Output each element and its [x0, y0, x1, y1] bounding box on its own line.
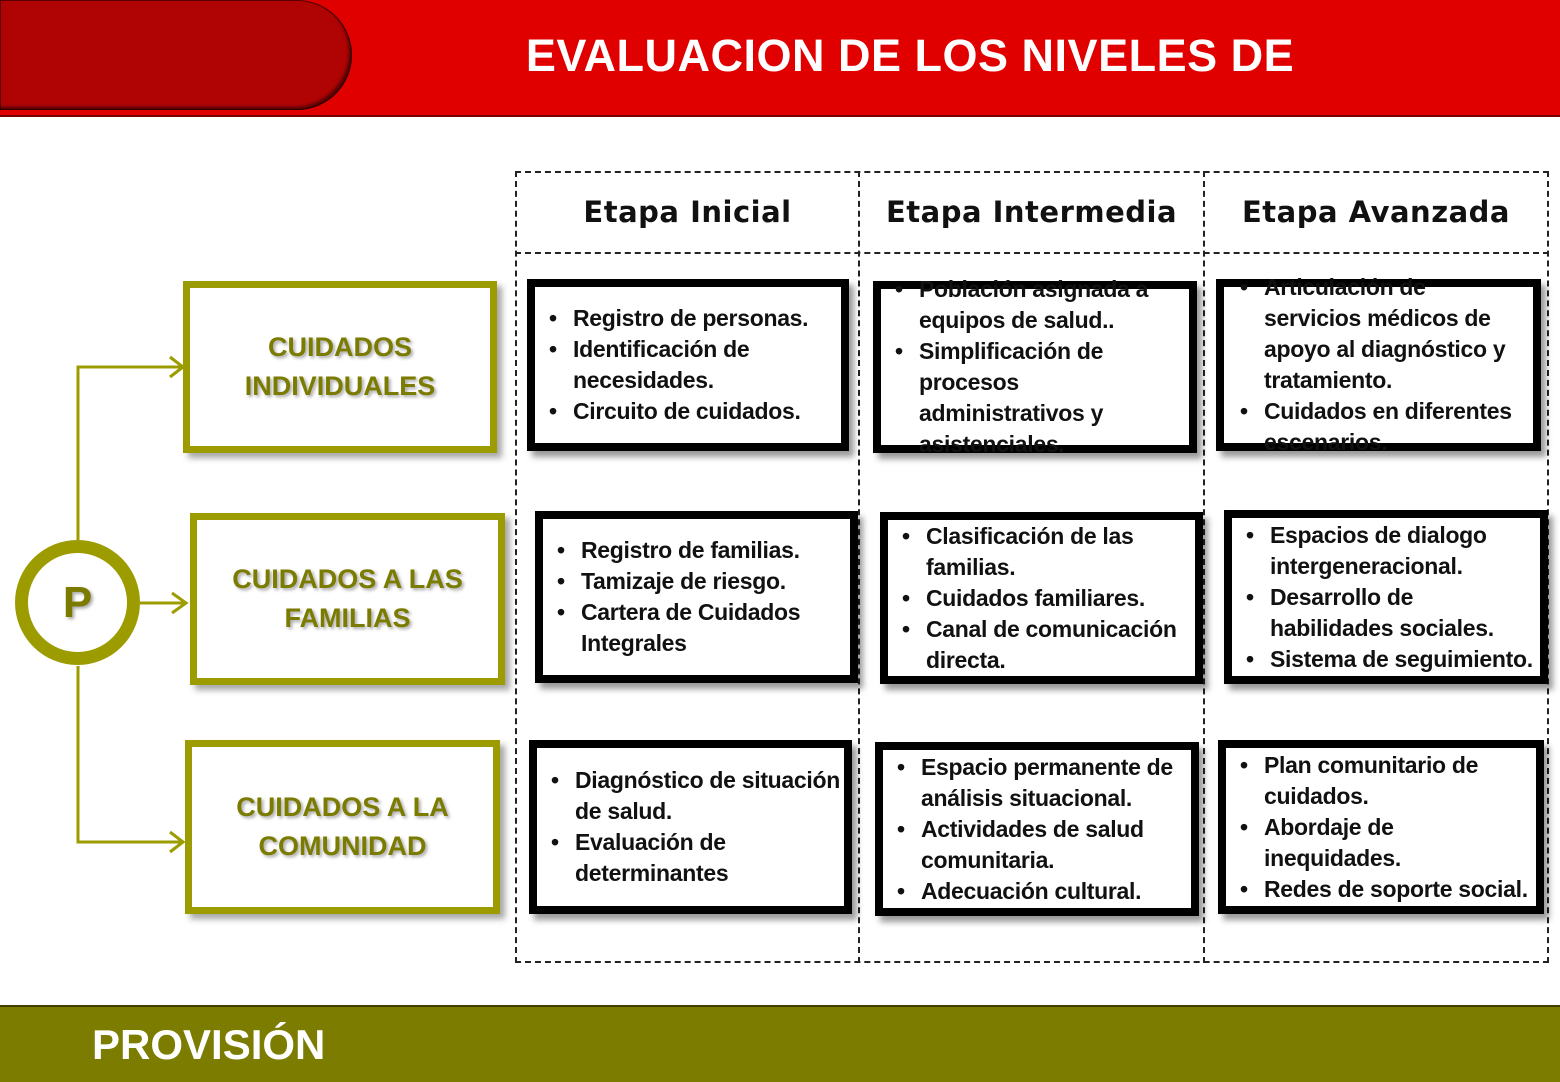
stage-header-inicial: Etapa Inicial	[583, 195, 792, 229]
cell-familias-intermedia	[880, 512, 1203, 684]
grid-column-divider	[1203, 171, 1205, 963]
stage-header-avanzada: Etapa Avanzada	[1242, 195, 1510, 229]
cell-individual-intermedia	[873, 276, 1197, 457]
provision-circle	[15, 540, 140, 665]
list-item: • Tamizaje de riesgo.	[581, 566, 850, 597]
list-item: • Plan comunitario de cuidados.	[1264, 750, 1536, 812]
footer-banner	[0, 1005, 1560, 1082]
bullet-list	[535, 303, 841, 427]
bullet-list	[883, 752, 1191, 907]
list-item: • Espacio permanente de análisis situacional.	[921, 752, 1191, 814]
cell-comunidad-avanzada	[1218, 740, 1544, 914]
grid-header-divider	[515, 252, 1549, 254]
care-label-line2: INDIVIDUALES	[244, 371, 436, 401]
list-item: • Articulación de servicios médicos de apoyo al diagnóstico y tratamiento.	[1264, 272, 1527, 396]
grid-column-divider	[858, 171, 860, 963]
circle-label: P	[62, 577, 93, 627]
cell-familias-inicial	[535, 511, 858, 683]
care-label-line2: FAMILIAS	[284, 603, 411, 633]
bullet-list	[537, 765, 844, 889]
bullet-list	[881, 274, 1189, 460]
list-item: • Población asignada a equipos de salud..	[919, 274, 1189, 336]
page-title: EVALUACION DE LOS NIVELES DE DESARROLLO	[525, 30, 1295, 193]
footer-title: PROVISIÓN	[92, 1021, 326, 1068]
list-item: • Registro de personas.	[573, 303, 841, 334]
list-item: • Simplificación de procesos administrativos y asistenciales.	[919, 336, 1189, 460]
cell-comunidad-inicial	[529, 740, 852, 914]
list-item: • Adecuación cultural.	[921, 876, 1191, 907]
list-item: • Espacios de dialogo intergeneracional.	[1270, 520, 1536, 582]
list-item: • Clasificación de las familias.	[926, 521, 1195, 583]
bullet-list	[888, 521, 1195, 676]
list-item: • Sistema de seguimiento.	[1270, 644, 1536, 675]
cell-individual-inicial	[527, 279, 849, 451]
cell-comunidad-intermedia	[875, 742, 1199, 916]
care-box-individual	[183, 281, 497, 453]
bullet-list	[1232, 520, 1540, 675]
list-item: • Cuidados familiares.	[926, 583, 1195, 614]
list-item: • Redes de soporte social.	[1264, 874, 1536, 905]
list-item: • Circuito de cuidados.	[573, 396, 841, 427]
care-label-line2: COMUNIDAD	[258, 831, 427, 861]
cell-individual-avanzada	[1216, 274, 1541, 455]
list-item: • Abordaje de inequidades.	[1264, 812, 1536, 874]
bullet-list	[1224, 272, 1533, 458]
cell-familias-avanzada	[1224, 510, 1548, 684]
care-label-line1: CUIDADOS A LA	[236, 792, 449, 822]
care-label-line1: CUIDADOS A LAS	[232, 564, 463, 594]
list-item: • Evaluación de determinantes	[575, 827, 844, 889]
stage-header-intermedia: Etapa Intermedia	[885, 195, 1178, 229]
list-item: • Diagnóstico de situación de salud.	[575, 765, 844, 827]
list-item: • Desarrollo de habilidades sociales.	[1270, 582, 1536, 644]
list-item: • Actividades de salud comunitaria.	[921, 814, 1191, 876]
list-item: • Registro de familias.	[581, 535, 850, 566]
list-item: • Canal de comunicación directa.	[926, 614, 1195, 676]
bullet-list	[1226, 750, 1536, 905]
list-item: • Cartera de Cuidados Integrales	[581, 597, 850, 659]
bullet-list	[543, 535, 850, 659]
care-label-line1: CUIDADOS	[267, 332, 412, 362]
list-item: • Cuidados en diferentes escenarios.	[1264, 396, 1527, 458]
list-item: • Identificación de necesidades.	[573, 334, 841, 396]
care-box-families	[190, 513, 505, 685]
care-box-community	[185, 740, 500, 914]
